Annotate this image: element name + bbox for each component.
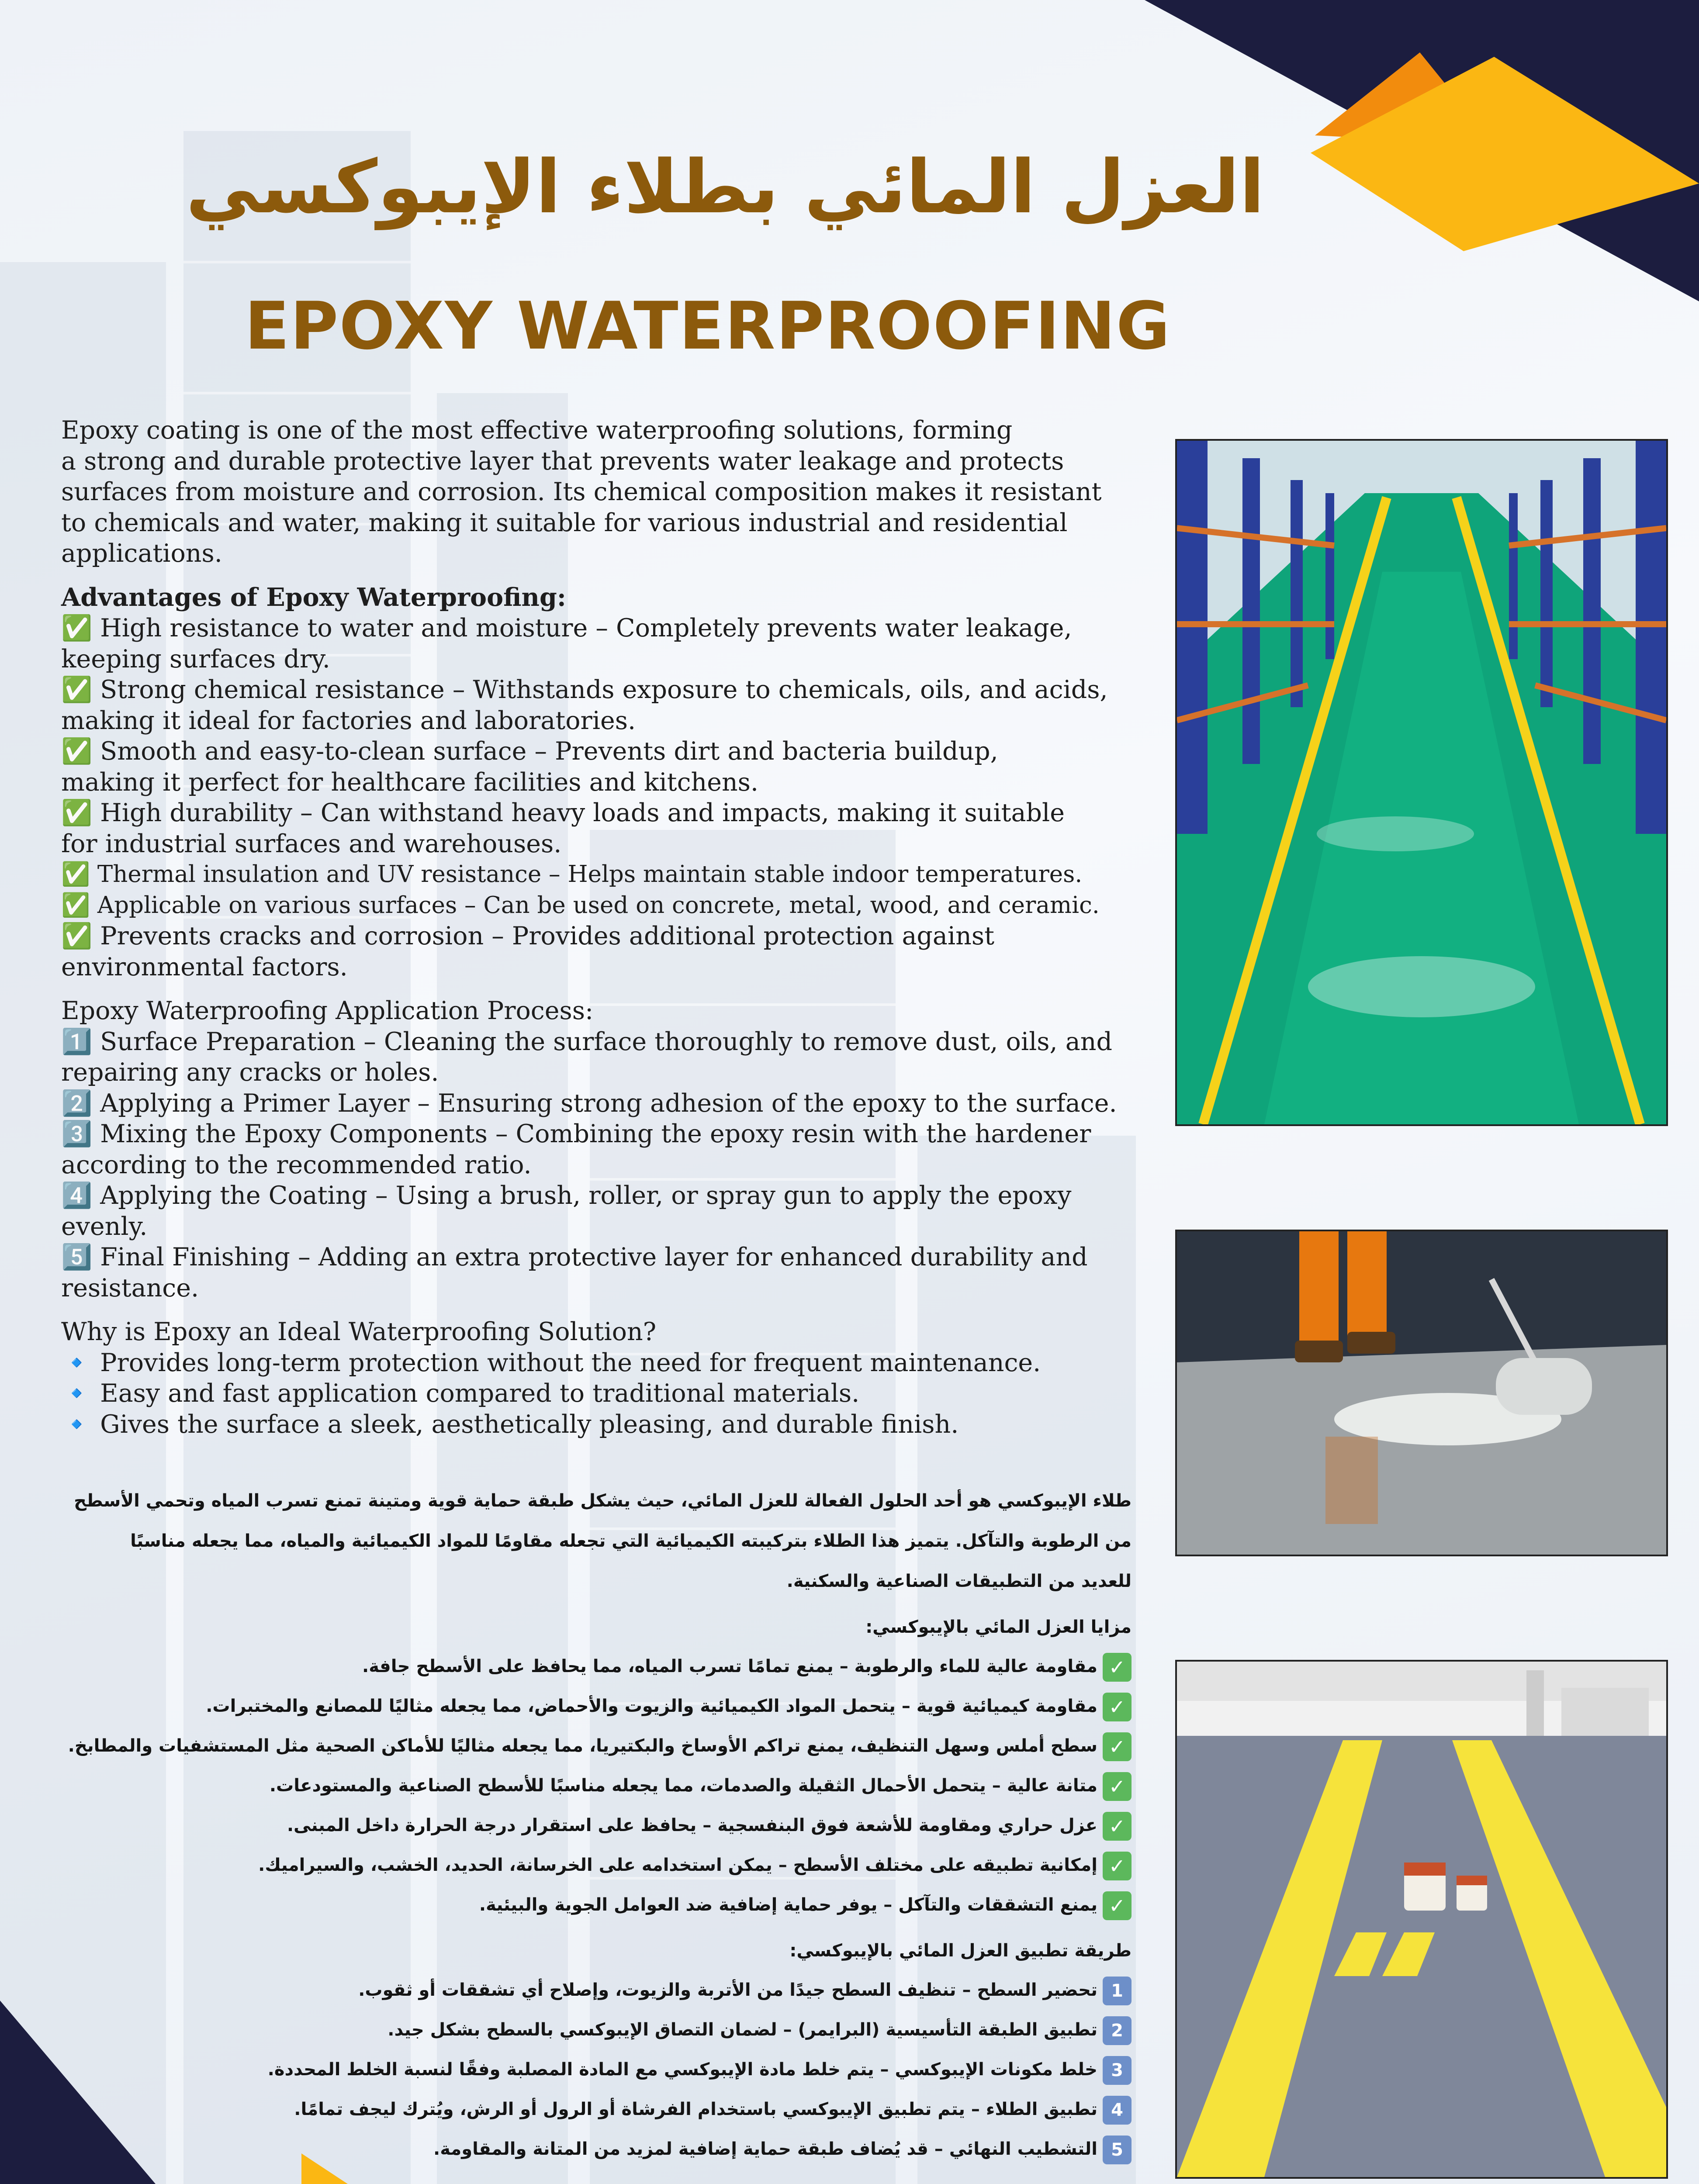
- process-line: according to the recommended ratio.: [61, 1150, 532, 1179]
- arabic-process-heading: طريقة تطبيق العزل المائي بالإيبوكسي:: [789, 1941, 1132, 1961]
- number-badge-icon: 2: [1103, 2016, 1132, 2045]
- arabic-intro-line: من الرطوبة والتآكل. يتميز هذا الطلاء بتركيبته الكيميائية التي تجعله مقاومًا للمواد الكيميائية والمياه، مما يجعله مناسبًا: [130, 1531, 1132, 1551]
- advantage-line: for industrial surfaces and warehouses.: [61, 829, 562, 858]
- process-line: 1️⃣ Surface Preparation – Cleaning the surface thoroughly to remove dust, oils, and: [61, 1027, 1112, 1056]
- intro-line: applications.: [61, 539, 222, 568]
- process-heading: Epoxy Waterproofing Application Process:: [61, 996, 594, 1025]
- warehouse-floor-photo: [1175, 439, 1668, 1126]
- arabic-process-item: [61, 2090, 1132, 2129]
- arabic-process-text: خلط مكونات الإيبوكسي – يتم خلط مادة الإيبوكسي مع المادة المصلبة وفقًا لنسبة الخلط المحددة.: [267, 2060, 1097, 2080]
- arabic-content: [61, 1481, 1132, 2184]
- arabic-process-text: تحضير السطح – تنظيف السطح جيدًا من الأتربة والزيوت، وإصلاح أي تشققات أو ثقوب.: [358, 1980, 1097, 2000]
- check-icon: ✓: [1103, 1852, 1132, 1880]
- arabic-advantage-item: [61, 1686, 1132, 1726]
- number-badge-icon: 3: [1103, 2056, 1132, 2085]
- arabic-process-item: [61, 2010, 1132, 2050]
- why-line: 🔹 Gives the surface a sleek, aesthetically pleasing, and durable finish.: [61, 1410, 959, 1439]
- why-line: 🔹 Provides long-term protection without the need for frequent maintenance.: [61, 1348, 1041, 1377]
- arabic-advantage-text: يمنع التشققات والتآكل – يوفر حماية إضافية ضد العوامل الجوية والبيئية.: [479, 1895, 1097, 1915]
- intro-line: to chemicals and water, making it suitable for various industrial and residential: [61, 508, 1068, 537]
- check-icon: ✓: [1103, 1772, 1132, 1801]
- arabic-process-text: التشطيب النهائي – قد يُضاف طبقة حماية إضافية لمزيد من المتانة والمقاومة.: [433, 2139, 1097, 2159]
- advantage-line: making it ideal for factories and laboratories.: [61, 706, 636, 735]
- arabic-why-heading: [61, 2175, 1132, 2184]
- yellow-lines-floor-photo: [1175, 1660, 1668, 2179]
- advantage-line: keeping surfaces dry.: [61, 644, 330, 674]
- arabic-advantages-heading: مزايا العزل المائي بالإيبوكسي:: [865, 1617, 1132, 1637]
- arabic-advantage-item: [61, 1806, 1132, 1845]
- arabic-title: العزل المائي بطلاء الإيبوكسي: [186, 144, 1265, 230]
- arabic-advantage-item: [61, 1766, 1132, 1806]
- advantage-line: ✅ High durability – Can withstand heavy loads and impacts, making it suitable: [61, 798, 1065, 827]
- advantage-line: ✅ Prevents cracks and corrosion – Provides additional protection against: [61, 922, 994, 950]
- arabic-advantage-text: إمكانية تطبيقه على مختلف الأسطح – يمكن استخدامه على الخرسانة، الحديد، الخشب، والسيراميك.: [258, 1855, 1097, 1875]
- process-line: resistance.: [61, 1273, 199, 1303]
- arabic-process-item: [61, 1970, 1132, 2010]
- why-line: 🔹 Easy and fast application compared to traditional materials.: [61, 1379, 860, 1408]
- process-line: repairing any cracks or holes.: [61, 1058, 439, 1087]
- advantage-line: ✅ Thermal insulation and UV resistance – Helps maintain stable indoor temperatures.: [61, 861, 1083, 888]
- arabic-advantage-item: [61, 1726, 1132, 1766]
- advantages-heading: Advantages of Epoxy Waterproofing:: [61, 582, 566, 612]
- why-heading: Why is Epoxy an Ideal Waterproofing Solution?: [61, 1317, 657, 1346]
- arabic-intro-line: طلاء الإيبوكسي هو أحد الحلول الفعالة للعزل المائي، حيث يشكل طبقة حماية قوية ومتينة تمنع تسرب المياه وتحمي الأسطح: [74, 1491, 1132, 1511]
- process-line: 2️⃣ Applying a Primer Layer – Ensuring strong adhesion of the epoxy to the surface.: [61, 1089, 1117, 1118]
- english-title: EPOXY WATERPROOFING: [245, 288, 1171, 364]
- arabic-advantage-text: عزل حراري ومقاومة للأشعة فوق البنفسجية – يحافظ على استقرار درجة الحرارة داخل المبنى.: [287, 1815, 1097, 1835]
- intro-line: Epoxy coating is one of the most effective waterproofing solutions, forming: [61, 416, 1013, 445]
- arabic-process-text: تطبيق الطبقة التأسيسية (البرايمر) – لضمان التصاق الإيبوكسي بالسطح بشكل جيد.: [388, 2020, 1097, 2040]
- arabic-process-item: [61, 2129, 1132, 2169]
- check-icon: ✓: [1103, 1732, 1132, 1761]
- advantage-line: ✅ Smooth and easy-to-clean surface – Prevents dirt and bacteria buildup,: [61, 737, 998, 766]
- check-icon: ✓: [1103, 1653, 1132, 1682]
- process-line: 5️⃣ Final Finishing – Adding an extra protective layer for enhanced durability and: [61, 1243, 1088, 1272]
- number-badge-icon: 4: [1103, 2096, 1132, 2125]
- arabic-advantage-text: سطح أملس وسهل التنظيف، يمنع تراكم الأوساخ والبكتيريا، مما يجعله مثاليًا للأماكن الصحية مثل المستشفيات والمطابخ.: [68, 1736, 1097, 1756]
- roller-application-photo: [1175, 1230, 1668, 1556]
- arabic-advantage-item: [61, 1885, 1132, 1925]
- arabic-advantage-text: مقاومة عالية للماء والرطوبة – يمنع تمامًا تسرب المياه، مما يحافظ على الأسطح جافة.: [362, 1656, 1097, 1676]
- process-line: 4️⃣ Applying the Coating – Using a brush, roller, or spray gun to apply the epoxy: [61, 1181, 1072, 1210]
- arabic-process-text: تطبيق الطلاء – يتم تطبيق الإيبوكسي باستخدام الفرشاة أو الرول أو الرش، ويُترك ليجف تمامًا.: [294, 2099, 1097, 2119]
- process-line: evenly.: [61, 1212, 148, 1241]
- arabic-advantage-text: مقاومة كيميائية قوية – يتحمل المواد الكيميائية والزيوت والأحماض، مما يجعله مثاليًا للمصانع والمختبرات.: [206, 1696, 1097, 1716]
- intro-line: a strong and durable protective layer that prevents water leakage and protects: [61, 446, 1064, 476]
- arabic-advantage-item: [61, 1845, 1132, 1885]
- english-content: [61, 415, 1153, 1440]
- advantage-line: ✅ High resistance to water and moisture – Completely prevents water leakage,: [61, 614, 1072, 643]
- number-badge-icon: 1: [1103, 1977, 1132, 2005]
- process-line: 3️⃣ Mixing the Epoxy Components – Combining the epoxy resin with the hardener: [61, 1120, 1091, 1148]
- number-badge-icon: 5: [1103, 2136, 1132, 2164]
- arabic-intro-line: للعديد من التطبيقات الصناعية والسكنية.: [786, 1571, 1132, 1591]
- arabic-process-item: [61, 2050, 1132, 2090]
- advantage-line: making it perfect for healthcare facilities and kitchens.: [61, 767, 759, 797]
- arabic-advantage-text: متانة عالية – يتحمل الأحمال الثقيلة والصدمات، مما يجعله مناسبًا للأسطح الصناعية والمستودعات.: [269, 1776, 1097, 1796]
- advantage-line: ✅ Applicable on various surfaces – Can be used on concrete, metal, wood, and ceramic.: [61, 892, 1100, 919]
- advantage-line: ✅ Strong chemical resistance – Withstands exposure to chemicals, oils, and acids,: [61, 675, 1108, 704]
- check-icon: ✓: [1103, 1693, 1132, 1721]
- intro-line: surfaces from moisture and corrosion. Its chemical composition makes it resistant: [61, 477, 1102, 506]
- check-icon: ✓: [1103, 1891, 1132, 1920]
- advantage-line: environmental factors.: [61, 952, 348, 981]
- arabic-advantage-item: [61, 1647, 1132, 1686]
- check-icon: ✓: [1103, 1812, 1132, 1841]
